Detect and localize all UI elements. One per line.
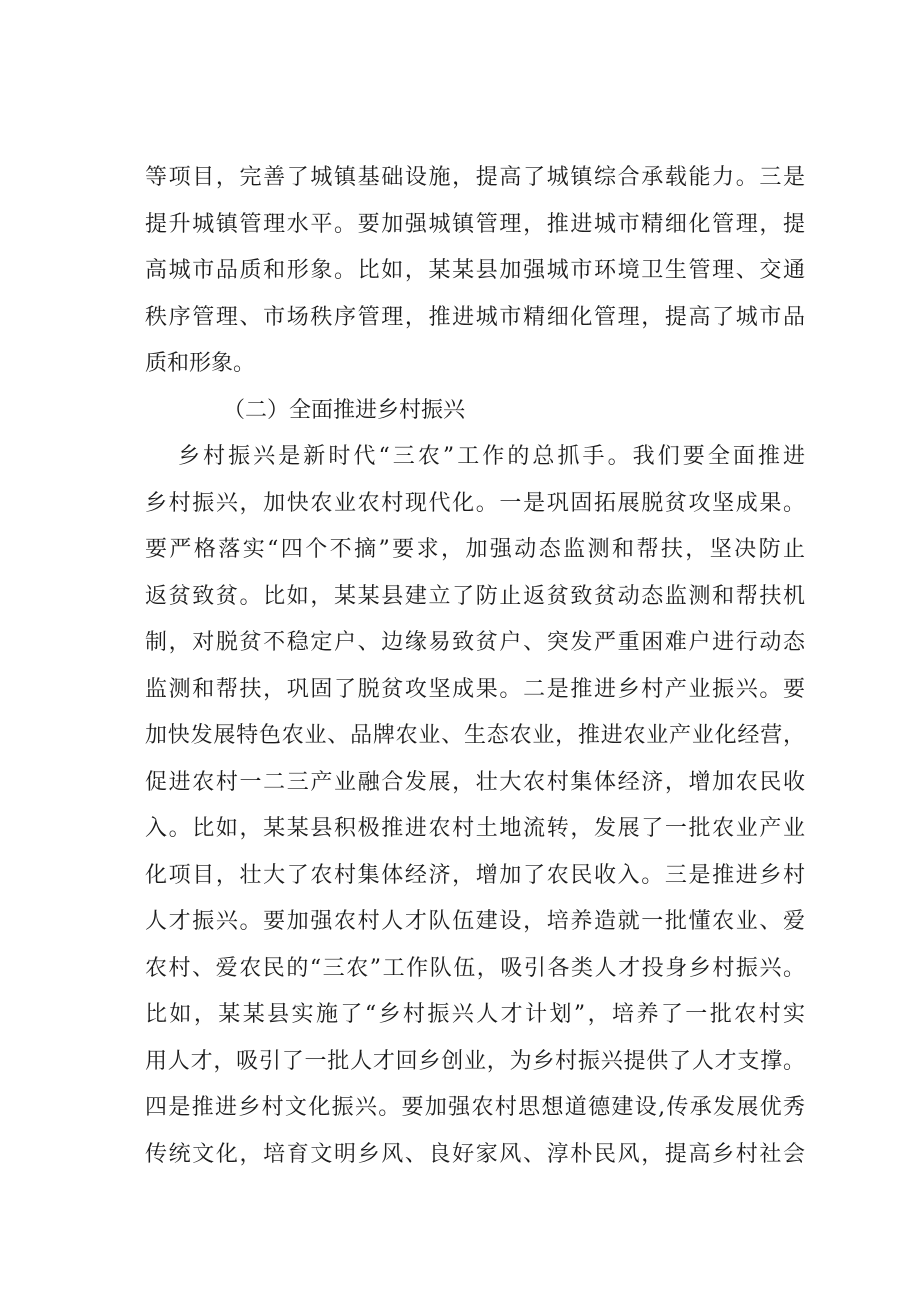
paragraph-urban-management xyxy=(145,155,805,388)
paragraph-rural-revitalization xyxy=(145,434,805,1178)
document-body xyxy=(145,155,805,1178)
text-line: 要严格落实“四个不摘”要求，加强动态监测和帮扶，坚决防止 xyxy=(145,537,805,562)
text-line: 乡村振兴，加快农业农村现代化。一是巩固拓展脱贫攻坚成果。 xyxy=(145,490,805,516)
text-line: 等项目，完善了城镇基础设施，提高了城镇综合承载能力。三是 xyxy=(145,165,805,190)
text-line: 质和形象。 xyxy=(145,351,256,376)
text-line: 用人才，吸引了一批人才回乡创业，为乡村振兴提供了人才支撑。 xyxy=(145,1048,805,1074)
text-line: 比如，某某县实施了“乡村振兴人才计划”，培养了一批农村实 xyxy=(145,1002,805,1027)
text-line: 人才振兴。要加强农村人才队伍建设，培养造就一批懂农业、爱 xyxy=(145,909,805,934)
text-line: 农村、爱农民的“三农”工作队伍，吸引各类人才投身乡村振兴。 xyxy=(145,955,805,981)
text-line: 入。比如，某某县积极推进农村土地流转，发展了一批农业产业 xyxy=(145,816,805,841)
text-line: 提升城镇管理水平。要加强城镇管理，推进城市精细化管理，提 xyxy=(145,211,805,237)
text-line: 监测和帮扶，巩固了脱贫攻坚成果。二是推进乡村产业振兴。要 xyxy=(145,676,805,702)
text-line: 传统文化，培育文明乡风、良好家风、淳朴民风，提高乡村社会 xyxy=(145,1141,805,1167)
section-heading: （二）全面推进乡村振兴 xyxy=(223,397,466,423)
text-line: 返贫致贫。比如，某某县建立了防止返贫致贫动态监测和帮扶机 xyxy=(145,583,805,609)
text-line: 秩序管理、市场秩序管理，推进城市精细化管理，提高了城市品 xyxy=(145,304,805,330)
text-line: 化项目，壮大了农村集体经济，增加了农民收入。三是推进乡村 xyxy=(145,862,805,888)
text-line: 乡村振兴是新时代“三农”工作的总抓手。我们要全面推进 xyxy=(178,444,805,469)
text-line: 高城市品质和形象。比如，某某县加强城市环境卫生管理、交通 xyxy=(145,258,805,283)
text-line: 制，对脱贫不稳定户、边缘易致贫户、突发严重困难户进行动态 xyxy=(145,630,805,655)
text-line: 加快发展特色农业、品牌农业、生态农业，推进农业产业化经营， xyxy=(145,723,805,748)
text-line: 促进农村一二三产业融合发展，壮大农村集体经济，增加农民收 xyxy=(145,769,805,795)
text-line: 四是推进乡村文化振兴。要加强农村思想道德建设,传承发展优秀 xyxy=(145,1095,805,1120)
